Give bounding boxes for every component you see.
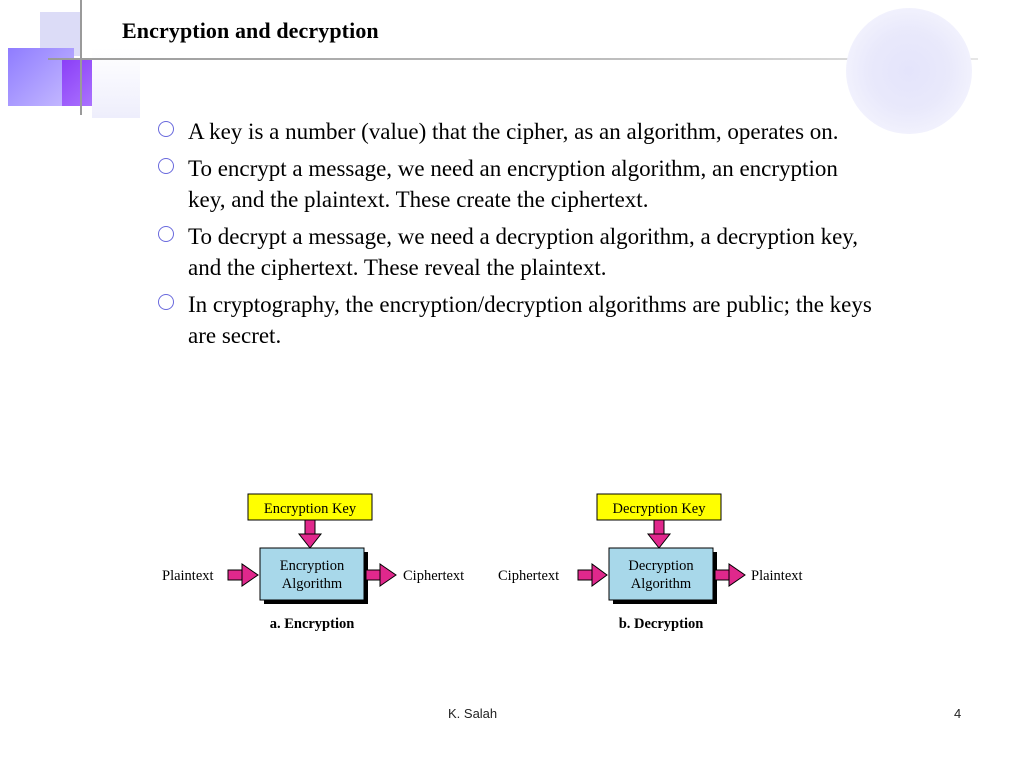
title-underline xyxy=(48,58,978,60)
encryption-output-label: Ciphertext xyxy=(403,568,465,584)
key-down-arrow-icon xyxy=(299,520,321,548)
encryption-caption: a. Encryption xyxy=(269,616,355,632)
bullet-text: To decrypt a message, we need a decryption algorithm, a decryption key, and the ciphertext. These reveal the plaintext. xyxy=(188,224,859,280)
key-down-arrow-icon xyxy=(648,520,670,548)
encryption-algorithm-line2: Algorithm xyxy=(281,576,343,592)
bullet-text: In cryptography, the encryption/decryption algorithms are public; the keys are secret. xyxy=(188,292,872,348)
encryption-key-label: Encryption Key xyxy=(263,501,357,517)
decryption-caption: b. Decryption xyxy=(618,616,704,632)
bullet-item xyxy=(158,116,878,147)
output-arrow-icon xyxy=(715,564,745,586)
decryption-key-label: Decryption Key xyxy=(612,501,706,517)
circle-bullet-icon xyxy=(158,294,174,310)
bullet-item xyxy=(158,289,878,351)
encryption-diagram xyxy=(162,494,464,632)
bullet-text: A key is a number (value) that the cipher, as an algorithm, operates on. xyxy=(188,119,839,144)
bullet-text: To encrypt a message, we need an encryption algorithm, an encryption key, and the plaintext. These create the ciphertext. xyxy=(188,156,838,212)
decryption-output-label: Plaintext xyxy=(751,568,803,584)
encryption-decryption-diagram xyxy=(150,488,830,638)
input-arrow-icon xyxy=(578,564,607,586)
decryption-algorithm-box xyxy=(609,548,713,600)
slide-title: Encryption and decryption xyxy=(122,18,379,43)
encryption-algorithm-box xyxy=(260,548,364,600)
output-arrow-icon xyxy=(366,564,396,586)
decryption-diagram xyxy=(498,494,803,632)
footer-author: K. Salah xyxy=(448,706,498,721)
encryption-input-label: Plaintext xyxy=(162,568,214,584)
decryption-algorithm-line2: Algorithm xyxy=(630,576,692,592)
circle-bullet-icon xyxy=(158,158,174,174)
page-number: 4 xyxy=(954,706,962,721)
bullet-item xyxy=(158,153,878,215)
decryption-input-label: Ciphertext xyxy=(498,568,560,584)
bullet-list xyxy=(158,116,878,357)
input-arrow-icon xyxy=(228,564,258,586)
circle-bullet-icon xyxy=(158,121,174,137)
bullet-item xyxy=(158,221,878,283)
circle-bullet-icon xyxy=(158,226,174,242)
decryption-algorithm-line1: Decryption xyxy=(628,558,694,574)
encryption-algorithm-line1: Encryption xyxy=(279,558,345,574)
